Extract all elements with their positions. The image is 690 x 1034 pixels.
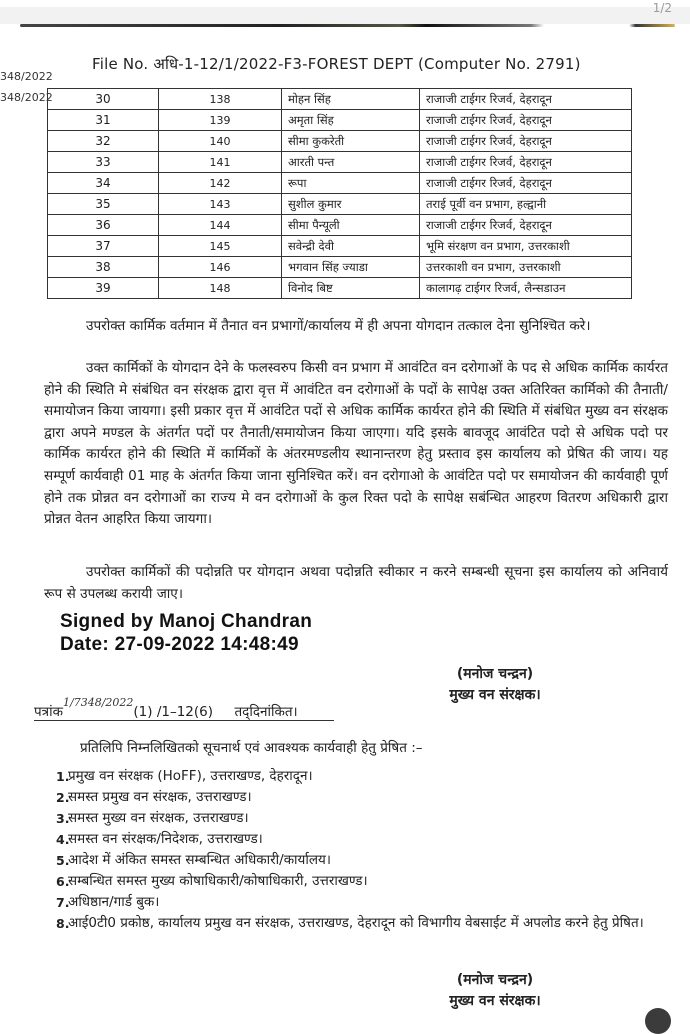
- table-row: [48, 278, 632, 299]
- list-number: 7.: [56, 895, 70, 910]
- signature-date: Date: 27-09-2022 14:48:49: [60, 634, 299, 655]
- serial-number-cell: 36: [48, 215, 159, 236]
- list-text: समस्त वन संरक्षक/निदेशक, उत्तराखण्ड।: [68, 831, 263, 847]
- seniority-number-cell: 146: [159, 257, 282, 278]
- table-row: [48, 257, 632, 278]
- file-number: File No. अधि-1-12/1/2022-F3-FOREST DEPT (Computer No. 2791): [92, 55, 581, 73]
- list-text: अधिष्ठान/गार्ड बुक।: [68, 894, 160, 910]
- seniority-number-cell: 139: [159, 110, 282, 131]
- copy-list-item: [40, 787, 660, 808]
- letter-reference: [34, 696, 334, 721]
- employee-name-cell: सुशील कुमार: [282, 194, 420, 215]
- serial-number-cell: 32: [48, 131, 159, 152]
- employee-name-cell: सवेन्द्री देवी: [282, 236, 420, 257]
- list-text: आई0टी0 प्रकोष्ठ, कार्यालय प्रमुख वन संरक्षक, उत्तराखण्ड, देहरादून को विभागीय वेबसाईट में अपलोड करने हेतु प्रेषित।: [68, 915, 644, 931]
- serial-number-cell: 38: [48, 257, 159, 278]
- table-row: [48, 194, 632, 215]
- seniority-number-cell: 148: [159, 278, 282, 299]
- division-cell: राजाजी टाईगर रिजर्व, देहरादून: [420, 89, 632, 110]
- employee-name-cell: मोहन सिंह: [282, 89, 420, 110]
- copy-list-item: [40, 892, 660, 913]
- list-number: 6.: [56, 874, 70, 889]
- seniority-number-cell: 143: [159, 194, 282, 215]
- list-text: आदेश में अंकित समस्त सम्बन्धित अधिकारी/कार्यालय।: [68, 852, 331, 868]
- serial-number-cell: 37: [48, 236, 159, 257]
- division-cell: भूमि संरक्षण वन प्रभाग, उत्तरकाशी: [420, 236, 632, 257]
- employee-name-cell: सीमा कुकरेती: [282, 131, 420, 152]
- copy-list-item: [40, 808, 660, 829]
- viewer-toolbar: [0, 0, 690, 24]
- employee-name-cell: आरती पन्त: [282, 152, 420, 173]
- signatory-block: [420, 664, 570, 706]
- margin-stamp: 348/2022: [0, 70, 53, 83]
- employee-name-cell: अमृता सिंह: [282, 110, 420, 131]
- table-row: [48, 152, 632, 173]
- division-cell: राजाजी टाईगर रिजर्व, देहरादून: [420, 152, 632, 173]
- list-number: 3.: [56, 811, 70, 826]
- signatory-name: (मनोज चन्द्रन): [456, 972, 534, 988]
- page-indicator: 1/2: [652, 1, 672, 15]
- seniority-number-cell: 142: [159, 173, 282, 194]
- letter-ref-suffix: (1) /1–12(6): [133, 704, 214, 720]
- copy-list-item: [40, 913, 660, 934]
- serial-number-cell: 39: [48, 278, 159, 299]
- letter-ref-label: पत्रांक: [34, 704, 63, 720]
- division-cell: कालागढ़ टाईगर रिजर्व, लैन्सडाउन: [420, 278, 632, 299]
- division-cell: राजाजी टाईगर रिजर्व, देहरादून: [420, 215, 632, 236]
- table-row: [48, 236, 632, 257]
- employee-name-cell: सीमा पैन्यूली: [282, 215, 420, 236]
- serial-number-cell: 31: [48, 110, 159, 131]
- division-cell: राजाजी टाईगर रिजर्व, देहरादून: [420, 131, 632, 152]
- employee-name-cell: रूपा: [282, 173, 420, 194]
- signed-by: Signed by Manoj Chandran: [60, 611, 313, 632]
- list-number: 5.: [56, 853, 70, 868]
- signatory-name: (मनोज चन्द्रन): [456, 666, 534, 682]
- table-row: [48, 110, 632, 131]
- digital-signature: [60, 610, 312, 656]
- employee-name-cell: विनोद बिष्ट: [282, 278, 420, 299]
- table-row: [48, 173, 632, 194]
- copy-list-item: [40, 850, 660, 871]
- copy-list: [40, 766, 660, 934]
- division-cell: राजाजी टाईगर रिजर्व, देहरादून: [420, 173, 632, 194]
- paragraph-info: [44, 562, 668, 605]
- seniority-number-cell: 145: [159, 236, 282, 257]
- division-cell: तराई पूर्वी वन प्रभाग, हल्द्वानी: [420, 194, 632, 215]
- serial-number-cell: 34: [48, 173, 159, 194]
- paragraph-text: उक्त कार्मिकों के योगदान देने के फलस्वरुप किसी वन प्रभाग में आवंटित वन दरोगाओं के पद से अधिक कार्मिक कार्यरत होने की स्थिति मे संबंधित वन संरक्षक द्वारा वृत्त में आवंटित वन दरोगाओं के पदों के सापेक्ष उक्त अतिरिक्त कार्मिको की तैनाती/समायोजन किया जायगा। इसी प्रकार वृत्त में आवंटित पदों से अधिक कार्मिक कार्यरत होने की स्थिति में संबंधित मुख्य वन संरक्षक द्वारा अपने मण्डल के अंतर्गत पदों पर तैनाती/समायोजन किया जाएगा। यदि इसके बावजूद आवंटित पदो से अधिक पदो पर कार्मिक कार्यरत होने की स्थिति में कार्मिकों के अंतरमण्डलीय स्थानान्तरण हेतु प्रस्ताव इस कार्यालय को प्रेषित की जाय। यह सम्पूर्ण कार्यवाही 01 माह के अंतर्गत किया जाना सुनिश्चित करें। वन दरोगाओ के आवंटित पदो पर समायोजन की कार्यवाही पूर्ण होने तक प्रोन्नत वन दरोगाओं का राज्य मे वन दरोगाओं के कुल रिक्त पदो के सापेक्ष सबंन्धित आहरण वितरण अधिकारी द्वारा प्रोन्नत वेतन आहरित किया जायगा।: [44, 360, 668, 528]
- signatory-block-bottom: [420, 970, 570, 1012]
- paragraph-text: उपरोक्त कार्मिक वर्तमान में तैनात वन प्रभागों/कार्यालय में ही अपना योगदान तत्काल देना सुनिश्चित करे।: [86, 318, 591, 334]
- list-text: समस्त प्रमुख वन संरक्षक, उत्तराखण्ड।: [68, 789, 252, 805]
- paragraph-joining: [44, 316, 668, 338]
- copy-list-item: [40, 871, 660, 892]
- seniority-number-cell: 138: [159, 89, 282, 110]
- list-text: सम्बन्धित समस्त मुख्य कोषाधिकारी/कोषाधिकारी, उत्तराखण्ड।: [68, 873, 368, 889]
- division-cell: उत्तरकाशी वन प्रभाग, उत्तरकाशी: [420, 257, 632, 278]
- letter-ref-dated: तद्‌दिनांकित।: [234, 704, 298, 720]
- signatory-designation: मुख्य वन संरक्षक।: [449, 687, 541, 703]
- serial-number-cell: 33: [48, 152, 159, 173]
- list-text: समस्त मुख्य वन संरक्षक, उत्तराखण्ड।: [68, 810, 249, 826]
- copy-list-item: [40, 766, 660, 787]
- margin-stamp: 348/2022: [0, 91, 53, 104]
- serial-number-cell: 30: [48, 89, 159, 110]
- serial-number-cell: 35: [48, 194, 159, 215]
- employee-name-cell: भगवान सिंह ज्याडा: [282, 257, 420, 278]
- list-number: 2.: [56, 790, 70, 805]
- division-cell: राजाजी टाईगर रिजर्व, देहरादून: [420, 110, 632, 131]
- paragraph-adjustment: [44, 358, 668, 531]
- handwritten-number: 1/7348/2022: [63, 696, 134, 709]
- promotion-table: [47, 88, 632, 299]
- list-number: 8.: [56, 916, 70, 931]
- seniority-number-cell: 144: [159, 215, 282, 236]
- floating-action-button[interactable]: [645, 1008, 671, 1034]
- seniority-number-cell: 141: [159, 152, 282, 173]
- paragraph-text: उपरोक्त कार्मिकों की पदोन्नति पर योगदान अथवा पदोन्नति स्वीकार न करने सम्बन्धी सूचना इस कार्यालय को अनिवार्य रूप से उपलब्ध करायी जाए।: [44, 564, 668, 602]
- copy-list-item: [40, 829, 660, 850]
- scan-edge-line: [20, 24, 675, 27]
- signatory-designation: मुख्य वन संरक्षक।: [449, 993, 541, 1009]
- list-number: 4.: [56, 832, 70, 847]
- list-text: प्रमुख वन संरक्षक (HoFF), उत्तराखण्ड, देहरादून।: [68, 768, 313, 784]
- table-row: [48, 89, 632, 110]
- list-number: 1.: [56, 769, 70, 784]
- table-row: [48, 215, 632, 236]
- seniority-number-cell: 140: [159, 131, 282, 152]
- table-row: [48, 131, 632, 152]
- copy-intro: प्रतिलिपि निम्नलिखितको सूचनार्थ एवं आवश्यक कार्यवाही हेतु प्रेषित :–: [80, 740, 423, 756]
